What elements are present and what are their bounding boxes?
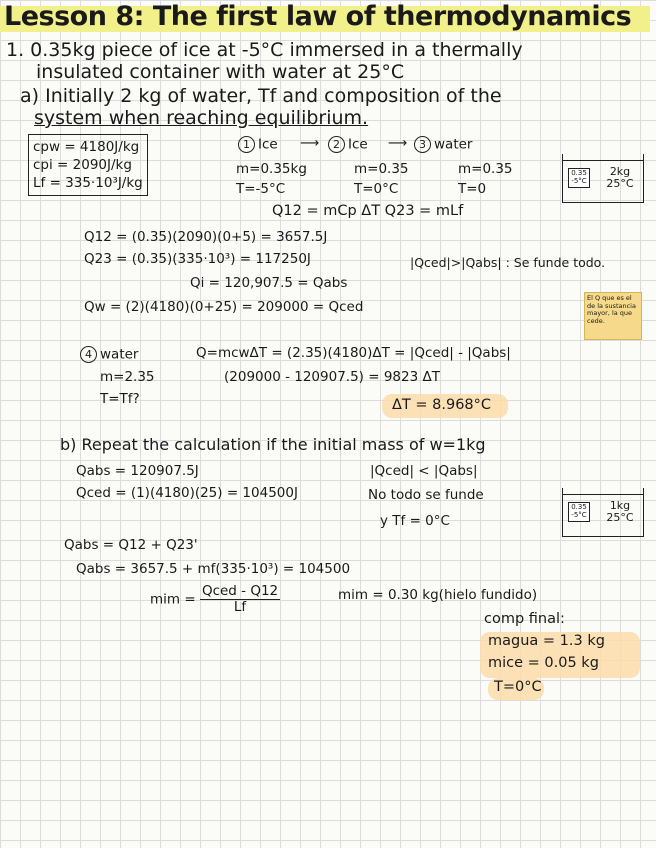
problem-statement-line-2: insulated container with water at 25°C bbox=[36, 61, 405, 83]
state-number-3: 3 bbox=[414, 136, 431, 153]
mim-formula bbox=[150, 584, 280, 615]
state-4-header bbox=[80, 346, 138, 363]
state-number-2: 2 bbox=[328, 136, 345, 153]
sticky-note: El Q que es el de la sustancia mayor, la que cede. bbox=[584, 292, 642, 340]
constant-cpi: cpi = 2090J/kg bbox=[33, 157, 132, 173]
state-2-mass: m=0.35 bbox=[354, 161, 409, 177]
mim-fraction bbox=[200, 584, 280, 615]
final-temperature: T=0°C bbox=[494, 679, 542, 695]
mim-value: mim = 0.30 kg(hielo fundido) bbox=[338, 587, 538, 603]
state-4-label: water bbox=[100, 346, 139, 363]
arrow-icon: ⟶ bbox=[300, 135, 320, 151]
composition-final-heading: comp final: bbox=[484, 611, 565, 627]
beaker-a-note: 2kg 25°C bbox=[606, 165, 634, 190]
state-1-mass: m=0.35kg bbox=[236, 161, 307, 177]
water-line bbox=[563, 494, 643, 495]
mim-denominator: Lf bbox=[233, 598, 247, 615]
water-line bbox=[563, 160, 643, 161]
part-b-not-all-melts: No todo se funde bbox=[368, 487, 484, 503]
qabs-expanded: Qabs = 3657.5 + mf(335·10³) = 104500 bbox=[76, 561, 351, 577]
constants-box bbox=[28, 134, 148, 196]
state-3-temp: T=0 bbox=[458, 181, 487, 197]
state-3-header bbox=[414, 136, 472, 153]
part-a-line-1: a) Initially 2 kg of water, Tf and composition of the bbox=[20, 85, 502, 107]
state-2-header bbox=[328, 136, 368, 153]
q23-calc: Q23 = (0.35)(335·10³) = 117250J bbox=[84, 251, 311, 267]
final-water-mass: magua = 1.3 kg bbox=[488, 633, 605, 649]
state-number-4: 4 bbox=[80, 346, 97, 363]
state-3-label: water bbox=[434, 136, 473, 153]
part-a-line-2: system when reaching equilibrium. bbox=[34, 107, 369, 129]
constant-cpw: cpw = 4180J/kg bbox=[33, 139, 140, 155]
q-equilibrium-2: (209000 - 120907.5) = 9823 ΔT bbox=[224, 369, 440, 385]
ice-tag-b: 0.35 -5°C bbox=[568, 502, 590, 522]
q12-calc: Q12 = (0.35)(2090)(0+5) = 3657.5J bbox=[84, 229, 328, 245]
delta-t-result: ΔT = 8.968°C bbox=[392, 397, 492, 413]
state-2-label: Ice bbox=[348, 136, 368, 153]
qabs-sum: Qabs = Q12 + Q23' bbox=[64, 537, 198, 553]
state-1-header bbox=[238, 136, 278, 153]
mim-label: mim = bbox=[150, 591, 196, 608]
state-1-temp: T=-5°C bbox=[236, 181, 286, 197]
q-formulas: Q12 = mCp ΔT Q23 = mLf bbox=[272, 203, 464, 219]
part-b-qabs: Qabs = 120907.5J bbox=[76, 463, 199, 479]
state-4-temp: T=Tf? bbox=[100, 391, 140, 407]
constant-lf: Lf = 335·10³J/kg bbox=[33, 175, 143, 191]
qw-calc: Qw = (2)(4180)(0+25) = 209000 = Qced bbox=[84, 299, 364, 315]
state-2-temp: T=0°C bbox=[354, 181, 399, 197]
arrow-icon: ⟶ bbox=[388, 135, 408, 151]
state-1-label: Ice bbox=[258, 136, 278, 153]
qi-calc: Qi = 120,907.5 = Qabs bbox=[190, 275, 348, 291]
state-number-1: 1 bbox=[238, 136, 255, 153]
final-ice-mass: mice = 0.05 kg bbox=[488, 655, 599, 671]
part-b-qced: Qced = (1)(4180)(25) = 104500J bbox=[76, 485, 298, 501]
ice-tag-a: 0.35 -5°C bbox=[568, 168, 590, 188]
part-b-final-temp: y Tf = 0°C bbox=[380, 513, 450, 529]
state-4-mass: m=2.35 bbox=[100, 369, 155, 385]
beaker-b-note: 1kg 25°C bbox=[606, 499, 634, 524]
comparison-a: |Qced|>|Qabs| : Se funde todo. bbox=[410, 255, 606, 270]
page-title: Lesson 8: The first law of thermodynamics bbox=[4, 1, 632, 32]
state-3-mass: m=0.35 bbox=[458, 161, 513, 177]
problem-statement-line-1: 1. 0.35kg piece of ice at -5°C immersed in a thermally bbox=[6, 39, 523, 61]
part-b-comparison: |Qced| < |Qabs| bbox=[370, 463, 478, 479]
part-b-heading: b) Repeat the calculation if the initial mass of w=1kg bbox=[60, 435, 486, 454]
q-equilibrium-1: Q=mcwΔT = (2.35)(4180)ΔT = |Qced| - |Qabs| bbox=[196, 345, 511, 361]
mim-numerator: Qced - Q12 bbox=[201, 583, 279, 599]
